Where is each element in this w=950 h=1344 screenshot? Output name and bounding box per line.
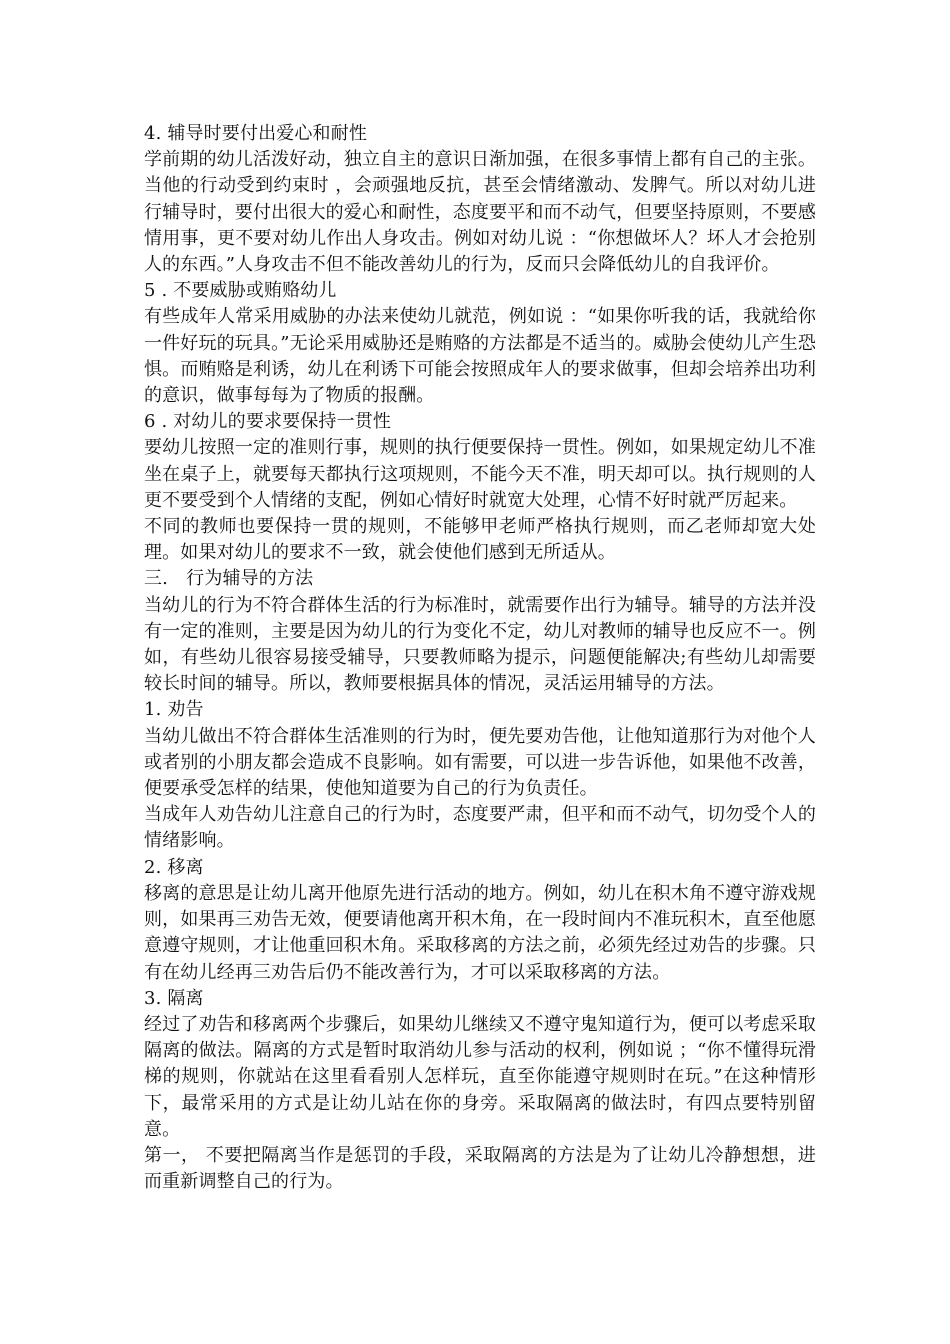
section-heading-advice: 1. 劝告 [144,699,204,721]
paragraph-isolation: 经过了劝告和移离两个步骤后，如果幼儿继续又不遵守鬼知道行为，便可以考虑采取隔离的做法。隔离的方式是暂时取消幼儿参与活动的权利，例如说 ；“你不懂得玩滑梯的规则，你就站在这里看看别人怎样玩，直至你能遵守规则时在玩。”在这种情形下，最常采用的方式是让幼儿站在你的身旁。采取隔离的做法时，有四点要特别留意。 [144,1013,816,1140]
section-heading-isolation: 3. 隔离 [144,987,204,1009]
paragraph-isolation-first-point: 第一， 不要把隔离当作是惩罚的手段，采取隔离的方法是为了让幼儿冷静想想，进而重新调整自己的行为。 [144,1144,816,1193]
paragraph-patience: 学前期的幼儿活泼好动，独立自主的意识日渐加强，在很多事情上都有自己的主张。当他的行动受到约束时 ，会顽强地反抗，甚至会情绪激动、发脾气。所以对幼儿进行辅导时，要付出很大的爱心和耐性，态度要平和而不动气，但要坚持原则，不要感情用事，更不要对幼儿作出人身攻击。例如对幼儿说 ：“你想做坏人？坏人才会抢别人的东西。”人身攻击不但不能改善幼儿的行为，反而只会降低幼儿的自我评价。 [144,149,816,276]
paragraph-threat-bribe: 有些成年人常采用威胁的办法来使幼儿就范，例如说 ：“如果你听我的话，我就给你一件好玩的玩具。”无论采用威胁还是贿赂的方法都是不适当的。威胁会使幼儿产生恐惧。而贿赂是利诱，幼儿在利诱下可能会按照成年人的要求做事，但却会培养出功利的意识，做事每每为了物质的报酬。 [144,306,816,407]
paragraph-advice: 当幼儿做出不符合群体生活准则的行为时，便先要劝告他，让他知道那行为对他个人或者别的小朋友都会造成不良影响。如有需要，可以进一步告诉他，如果他不改善，便要承受怎样的结果，使他知道要为自己的行为负责任。 [144,725,816,800]
section-heading-consistency: 6 . 对幼儿的要求要保持一贯性 [144,411,392,433]
paragraph-methods-intro: 当幼儿的行为不符合群体生活的行为标准时，就需要作出行为辅导。辅导的方法并没有一定的准则，主要是因为幼儿的行为变化不定，幼儿对教师的辅导也反应不一。例如，有些幼儿很容易接受辅导，只要教师略为提示，问题便能解决;有些幼儿却需要较长时间的辅导。所以，教师要根据具体的情况，灵活运用辅导的方法。 [144,594,816,695]
document-page [144,121,816,1195]
paragraph-advice-attitude: 当成年人劝告幼儿注意自己的行为时，态度要严肃，但平和而不动气，切勿受个人的情绪影响。 [144,804,816,852]
section-heading-removal: 2. 移离 [144,856,204,878]
paragraph-removal: 移离的意思是让幼儿离开他原先进行活动的地方。例如，幼儿在积木角不遵守游戏规则，如果再三劝告无效，便要请他离开积木角，在一段时间内不准玩积木，直至他愿意遵守规则，才让他重回积木角。采取移离的方法之前，必须先经过劝告的步骤。只有在幼儿经再三劝告后仍不能改善行为，才可以采取移离的方法。 [144,882,816,983]
paragraph-teacher-consistency: 不同的教师也要保持一贯的规则，不能够甲老师严格执行规则，而乙老师却宽大处理。如果对幼儿的要求不一致，就会使他们感到无所适从。 [144,516,816,564]
paragraph-consistency: 要幼儿按照一定的准则行事，规则的执行便要保持一贯性。例如，如果规定幼儿不准坐在桌子上，就要每天都执行这项规则，不能今天不准，明天却可以。执行规则的人更不要受到个人情绪的支配，例如心情好时就宽大处理，心情不好时就严厉起来。 [144,437,816,511]
section-heading-no-threat-bribe: 5 . 不要威胁或贿赂幼儿 [144,280,337,302]
section-heading-methods: 三. 行为辅导的方法 [144,568,314,590]
section-heading-guidance-patience: 4. 辅导时要付出爱心和耐性 [144,123,367,144]
